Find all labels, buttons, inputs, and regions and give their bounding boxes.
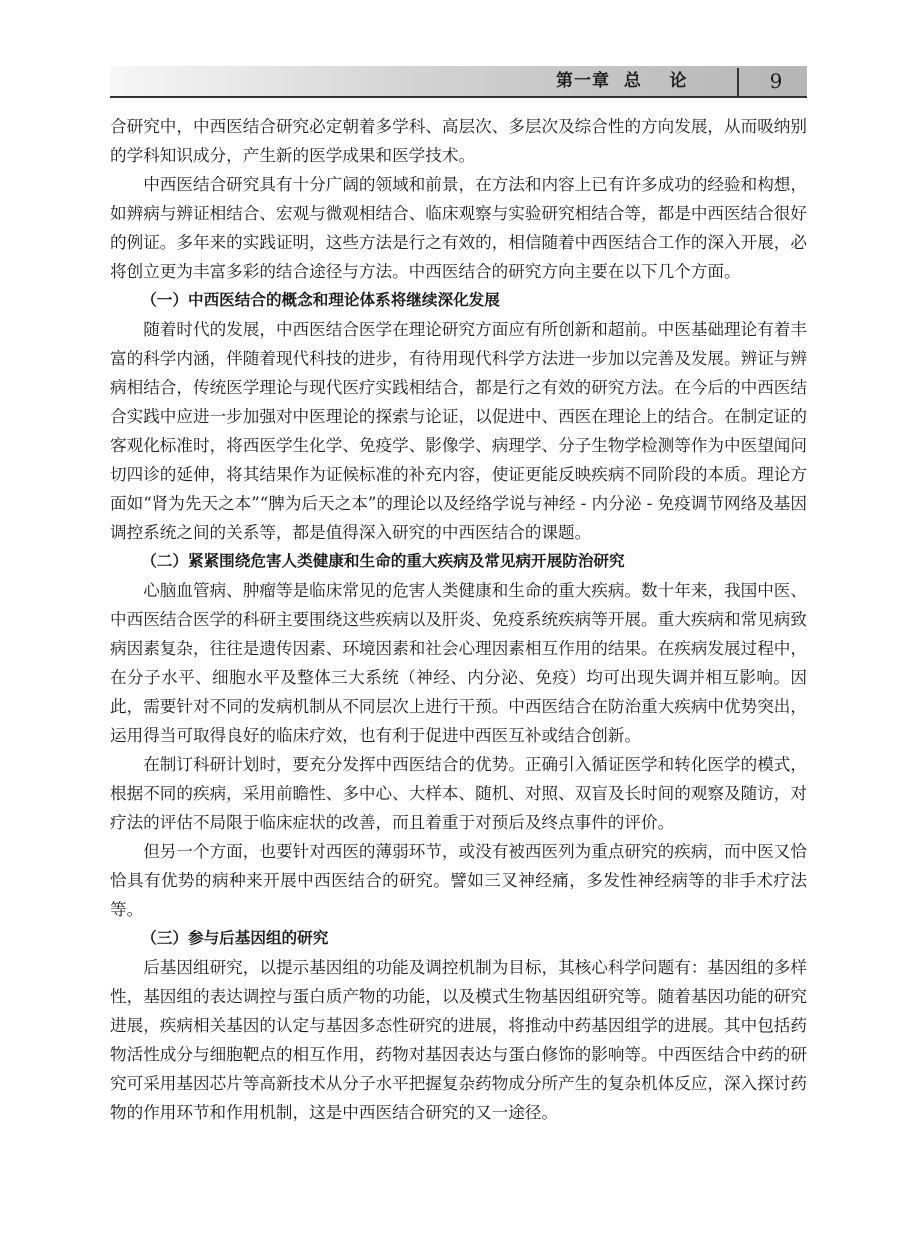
page-number: 9 xyxy=(769,69,783,93)
paragraph: 随着时代的发展，中西医结合医学在理论研究方面应有所创新和超前。中医基础理论有着丰富的科学内涵，伴随着现代科技的进步，有待用现代科学方法进一步加以完善及发展。辨证与辨病相结合，传统医学理论与现代医疗实践相结合，都是行之有效的研究方法。在今后的中西医结合实践中应进一步加强对中医理论的探索与论证，以促进中、西医在理论上的结合。在制定证的客观化标准时，将西医学生化学、免疫学、影像学、病理学、分子生物学检测等作为中医望闻问切四诊的延伸，将其结果作为证候标准的补充内容，使证更能反映疾病不同阶段的本质。理论方面如“肾为先天之本”“脾为后天之本”的理论以及经络学说与神经 - 内分泌 - 免疫调节网络及基因调控系统之间的关系等，都是值得深入研究的中西医结合的课题。 xyxy=(110,320,807,542)
section-heading-3: （三）参与后基因组的研究 xyxy=(141,929,329,947)
paragraph: 中西医结合研究具有十分广阔的领域和前景，在方法和内容上已有许多成功的经验和构想，如辨病与辨证相结合、宏观与微观相结合、临床观察与实验研究相结合等，都是中西医结合很好的例证。多年来的实践证明，这些方法是行之有效的，相信随着中西医结合工作的深入开展，必将创立更为丰富多彩的结合途径与方法。中西医结合的研究方向主要在以下几个方面。 xyxy=(110,175,807,281)
chapter-title: 第一章 总 论 xyxy=(556,71,688,91)
header-rule xyxy=(110,96,807,98)
running-header-bar xyxy=(110,66,807,96)
body-text xyxy=(110,112,807,1127)
section-heading-2: （二）紧紧围绕危害人类健康和生命的重大疾病及常见病开展防治研究 xyxy=(141,552,625,570)
paragraph: 心脑血管病、肿瘤等是临床常见的危害人类健康和生命的重大疾病。数十年来，我国中医、中西医结合医学的科研主要围绕这些疾病以及肝炎、免疫系统疾病等开展。重大疾病和常见病致病因素复杂，往往是遗传因素、环境因素和社会心理因素相互作用的结果。在疾病发展过程中，在分子水平、细胞水平及整体三大系统（神经、内分泌、免疫）均可出现失调并相互影响。因此，需要针对不同的发病机制从不同层次上进行干预。中西医结合在防治重大疾病中优势突出，运用得当可取得良好的临床疗效，也有利于促进中西医互补或结合创新。 xyxy=(110,581,807,745)
section-heading-1: （一）中西医结合的概念和理论体系将继续深化发展 xyxy=(141,291,500,309)
paragraph: 但另一个方面，也要针对西医的薄弱环节，或没有被西医列为重点研究的疾病，而中医又恰恰具有优势的病种来开展中西医结合的研究。譬如三叉神经痛，多发性神经病等的非手术疗法等。 xyxy=(110,842,807,919)
paragraph: 合研究中，中西医结合研究必定朝着多学科、高层次、多层次及综合性的方向发展，从而吸纳别的学科知识成分，产生新的医学成果和医学技术。 xyxy=(110,117,807,165)
header-separator xyxy=(737,68,739,96)
paragraph: 在制订科研计划时，要充分发挥中西医结合的优势。正确引入循证医学和转化医学的模式，根据不同的疾病，采用前瞻性、多中心、大样本、随机、对照、双盲及长时间的观察及随访，对疗法的评估不局限于临床症状的改善，而且着重于对预后及终点事件的评价。 xyxy=(110,755,807,832)
paragraph: 后基因组研究，以提示基因组的功能及调控机制为目标，其核心科学问题有：基因组的多样性，基因组的表达调控与蛋白质产物的功能，以及模式生物基因组研究等。随着基因功能的研究进展，疾病相关基因的认定与基因多态性研究的进展，将推动中药基因组学的进展。其中包括药物活性成分与细胞靶点的相互作用，药物对基因表达与蛋白修饰的影响等。中西医结合中药的研究可采用基因芯片等高新技术从分子水平把握复杂药物成分所产生的复杂机体反应，深入探讨药物的作用环节和作用机制，这是中西医结合研究的又一途径。 xyxy=(110,958,807,1122)
